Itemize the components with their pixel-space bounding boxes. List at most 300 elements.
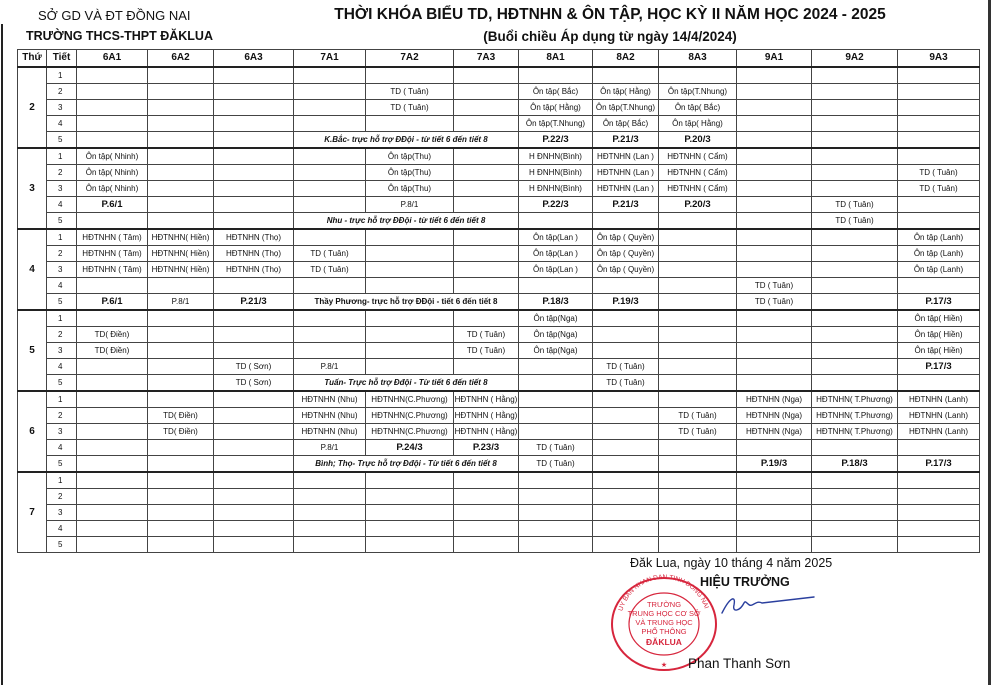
empty-cell: [148, 148, 214, 165]
empty-cell: [593, 521, 659, 537]
empty-cell: [77, 472, 148, 489]
lesson-cell: TD ( Tuân): [593, 359, 659, 375]
empty-cell: [148, 100, 214, 116]
lesson-cell: HĐTNHN ( Cẩm): [659, 181, 737, 197]
empty-cell: [366, 521, 454, 537]
lesson-cell: HĐTNHN(C.Phương): [366, 391, 454, 408]
empty-cell: [454, 505, 519, 521]
empty-cell: [659, 489, 737, 505]
empty-cell: [214, 116, 294, 132]
empty-cell: [812, 278, 898, 294]
empty-cell: [366, 359, 454, 375]
empty-cell: [593, 310, 659, 327]
empty-cell: [148, 456, 214, 473]
empty-cell: [454, 278, 519, 294]
lesson-cell: P.8/1: [294, 440, 366, 456]
empty-cell: [214, 132, 294, 149]
room-cell: P.18/3: [519, 294, 593, 311]
empty-cell: [737, 505, 812, 521]
class-header: 6A3: [214, 50, 294, 68]
empty-cell: [454, 181, 519, 197]
lesson-cell: Ôn tập( Nhinh): [77, 148, 148, 165]
empty-cell: [812, 327, 898, 343]
empty-cell: [812, 67, 898, 84]
table-row: [18, 100, 980, 116]
agency-name: SỞ GD VÀ ĐT ĐỒNG NAI: [38, 8, 191, 23]
header-row: [18, 50, 980, 68]
table-row: [18, 537, 980, 553]
lesson-cell: HĐTNHN (Lan ): [593, 181, 659, 197]
table-row: [18, 229, 980, 246]
empty-cell: [454, 537, 519, 553]
lesson-cell: Ôn tập (Lanh): [898, 262, 980, 278]
empty-cell: [593, 327, 659, 343]
period-cell: 1: [47, 148, 77, 165]
empty-cell: [214, 521, 294, 537]
empty-cell: [77, 310, 148, 327]
empty-cell: [593, 408, 659, 424]
empty-cell: [148, 310, 214, 327]
lesson-cell: H ĐNHN(Bình): [519, 181, 593, 197]
period-cell: 3: [47, 100, 77, 116]
empty-cell: [214, 148, 294, 165]
lesson-cell: Ôn tập( Hằng): [593, 84, 659, 100]
empty-cell: [294, 327, 366, 343]
period-cell: 5: [47, 537, 77, 553]
empty-cell: [659, 375, 737, 392]
lesson-cell: HĐTNHN ( Tâm): [77, 262, 148, 278]
empty-cell: [737, 343, 812, 359]
lesson-cell: Ôn tập(Thu): [366, 181, 454, 197]
empty-cell: [77, 537, 148, 553]
period-cell: 3: [47, 505, 77, 521]
lesson-cell: TD ( Tuân): [812, 213, 898, 230]
room-cell: P.19/3: [593, 294, 659, 311]
empty-cell: [593, 343, 659, 359]
empty-cell: [812, 262, 898, 278]
day-cell: 6: [18, 391, 47, 472]
lesson-cell: HĐTNHN (Thọ): [214, 229, 294, 246]
period-cell: 5: [47, 294, 77, 311]
table-row: [18, 84, 980, 100]
table-row: [18, 424, 980, 440]
lesson-cell: TD( Điền): [77, 343, 148, 359]
day-cell: 5: [18, 310, 47, 391]
empty-cell: [214, 537, 294, 553]
lesson-cell: HĐTNHN ( Tâm): [77, 229, 148, 246]
period-cell: 4: [47, 197, 77, 213]
timetable-body: [18, 67, 980, 553]
empty-cell: [214, 213, 294, 230]
empty-cell: [366, 472, 454, 489]
svg-text:TRƯỜNG: TRƯỜNG: [646, 600, 682, 609]
empty-cell: [737, 472, 812, 489]
empty-cell: [77, 213, 148, 230]
empty-cell: [812, 132, 898, 149]
empty-cell: [294, 100, 366, 116]
period-cell: 1: [47, 391, 77, 408]
table-row: [18, 294, 980, 311]
empty-cell: [593, 213, 659, 230]
period-cell: 3: [47, 181, 77, 197]
lesson-cell: HĐTNHN (Lan ): [593, 148, 659, 165]
table-row: [18, 148, 980, 165]
empty-cell: [659, 521, 737, 537]
empty-cell: [519, 424, 593, 440]
lesson-cell: Ôn tập(Lan ): [519, 229, 593, 246]
empty-cell: [148, 197, 214, 213]
empty-cell: [737, 67, 812, 84]
class-header: 8A3: [659, 50, 737, 68]
lesson-cell: H ĐNHN(Bình): [519, 148, 593, 165]
empty-cell: [148, 359, 214, 375]
empty-cell: [659, 472, 737, 489]
lesson-cell: HĐTNHN (Thọ): [214, 262, 294, 278]
period-cell: 2: [47, 84, 77, 100]
lesson-cell: Ôn tập(T.Nhung): [519, 116, 593, 132]
lesson-cell: Ôn tập(Thu): [366, 148, 454, 165]
empty-cell: [366, 246, 454, 262]
room-cell: P.6/1: [77, 197, 148, 213]
empty-cell: [77, 489, 148, 505]
empty-cell: [812, 229, 898, 246]
empty-cell: [898, 489, 980, 505]
empty-cell: [214, 84, 294, 100]
empty-cell: [519, 359, 593, 375]
empty-cell: [812, 181, 898, 197]
empty-cell: [77, 424, 148, 440]
lesson-cell: Ôn tập(Nga): [519, 327, 593, 343]
empty-cell: [294, 537, 366, 553]
empty-cell: [214, 197, 294, 213]
lesson-cell: Ôn tập( Bắc): [593, 116, 659, 132]
class-header: 7A1: [294, 50, 366, 68]
period-cell: 4: [47, 116, 77, 132]
empty-cell: [294, 67, 366, 84]
lesson-cell: TD ( Tuân): [454, 343, 519, 359]
empty-cell: [593, 424, 659, 440]
lesson-cell: Ôn tập( Bắc): [659, 100, 737, 116]
empty-cell: [366, 67, 454, 84]
class-header: 8A1: [519, 50, 593, 68]
lesson-cell: TD ( Tuân): [366, 84, 454, 100]
period-cell: 5: [47, 132, 77, 149]
lesson-cell: HĐTNHN (Lanh): [898, 408, 980, 424]
empty-cell: [214, 440, 294, 456]
class-header: 9A2: [812, 50, 898, 68]
lesson-cell: TD ( Tuân): [659, 424, 737, 440]
table-row: [18, 213, 980, 230]
empty-cell: [593, 537, 659, 553]
empty-cell: [77, 116, 148, 132]
period-cell: 5: [47, 213, 77, 230]
class-header: 9A1: [737, 50, 812, 68]
lesson-cell: TD( Điền): [148, 424, 214, 440]
lesson-cell: HĐTNHN ( Hằng): [454, 424, 519, 440]
empty-cell: [659, 67, 737, 84]
empty-cell: [812, 375, 898, 392]
empty-cell: [294, 521, 366, 537]
period-cell: 1: [47, 310, 77, 327]
empty-cell: [812, 148, 898, 165]
lesson-cell: Ôn tập( Nhinh): [77, 181, 148, 197]
empty-cell: [659, 229, 737, 246]
svg-text:ĐĂKLUA: ĐĂKLUA: [646, 637, 682, 647]
empty-cell: [898, 100, 980, 116]
empty-cell: [148, 472, 214, 489]
empty-cell: [366, 116, 454, 132]
empty-cell: [454, 489, 519, 505]
period-cell: 2: [47, 165, 77, 181]
lesson-cell: HĐTNHN (Nhu): [294, 391, 366, 408]
empty-cell: [898, 84, 980, 100]
empty-cell: [898, 213, 980, 230]
lesson-cell: Ôn tập( Bắc): [519, 84, 593, 100]
principal-title: HIỆU TRƯỞNG: [700, 575, 790, 589]
empty-cell: [214, 165, 294, 181]
lesson-cell: Ôn tập(T.Nhung): [593, 100, 659, 116]
lesson-cell: Ôn tập( Hiền): [898, 343, 980, 359]
empty-cell: [366, 327, 454, 343]
empty-cell: [737, 181, 812, 197]
class-header: 6A2: [148, 50, 214, 68]
empty-cell: [77, 84, 148, 100]
table-row: [18, 132, 980, 149]
empty-cell: [593, 440, 659, 456]
empty-cell: [148, 521, 214, 537]
room-cell: P.20/3: [659, 197, 737, 213]
room-cell: P.21/3: [593, 132, 659, 149]
empty-cell: [148, 67, 214, 84]
room-cell: P.21/3: [593, 197, 659, 213]
empty-cell: [737, 148, 812, 165]
lesson-cell: TD ( Tuân): [454, 327, 519, 343]
lesson-cell: TD ( Tuân): [898, 181, 980, 197]
empty-cell: [77, 67, 148, 84]
empty-cell: [519, 67, 593, 84]
room-cell: P.24/3: [366, 440, 454, 456]
empty-cell: [812, 521, 898, 537]
empty-cell: [77, 505, 148, 521]
empty-cell: [214, 100, 294, 116]
day-cell: 4: [18, 229, 47, 310]
class-header: 7A3: [454, 50, 519, 68]
empty-cell: [898, 505, 980, 521]
lesson-cell: HĐTNHN( Hiền): [148, 262, 214, 278]
lesson-cell: Ôn tập( Hằng): [659, 116, 737, 132]
period-cell: 4: [47, 278, 77, 294]
empty-cell: [214, 391, 294, 408]
empty-cell: [148, 343, 214, 359]
empty-cell: [366, 537, 454, 553]
period-cell: 5: [47, 456, 77, 473]
table-row: [18, 310, 980, 327]
empty-cell: [659, 537, 737, 553]
empty-cell: [366, 489, 454, 505]
empty-cell: [812, 489, 898, 505]
stamp-center-text: [628, 600, 701, 647]
lesson-cell: Ôn tập(Lan ): [519, 262, 593, 278]
empty-cell: [77, 521, 148, 537]
signing-date: Đăk Lua, ngày 10 tháng 4 năm 2025: [630, 556, 833, 570]
class-header: 6A1: [77, 50, 148, 68]
class-header: 7A2: [366, 50, 454, 68]
empty-cell: [737, 521, 812, 537]
empty-cell: [519, 408, 593, 424]
empty-cell: [898, 132, 980, 149]
svg-text:PHỔ THÔNG: PHỔ THÔNG: [641, 627, 687, 636]
svg-text:VÀ TRUNG HỌC: VÀ TRUNG HỌC: [635, 618, 693, 627]
empty-cell: [737, 116, 812, 132]
room-cell: P.18/3: [812, 456, 898, 473]
day-column-header: Thứ: [18, 50, 47, 68]
empty-cell: [812, 343, 898, 359]
period-cell: 1: [47, 229, 77, 246]
empty-cell: [737, 327, 812, 343]
room-cell: P.6/1: [77, 294, 148, 311]
table-row: [18, 246, 980, 262]
empty-cell: [519, 278, 593, 294]
empty-cell: [366, 310, 454, 327]
empty-cell: [812, 472, 898, 489]
empty-cell: [366, 505, 454, 521]
empty-cell: [294, 489, 366, 505]
empty-cell: [77, 375, 148, 392]
table-row: [18, 262, 980, 278]
empty-cell: [214, 472, 294, 489]
lesson-cell: Ôn tập(T.Nhung): [659, 84, 737, 100]
empty-cell: [214, 327, 294, 343]
empty-cell: [294, 505, 366, 521]
empty-cell: [659, 327, 737, 343]
empty-cell: [148, 165, 214, 181]
lesson-cell: TD( Điền): [148, 408, 214, 424]
empty-cell: [148, 489, 214, 505]
room-cell: P.22/3: [519, 132, 593, 149]
stamp-ring-text: UY BAN NHAN DAN TINH DONG NAI: [617, 573, 710, 612]
empty-cell: [593, 67, 659, 84]
empty-cell: [737, 213, 812, 230]
empty-cell: [898, 375, 980, 392]
empty-cell: [454, 472, 519, 489]
lesson-cell: Ôn tập (Lanh): [898, 229, 980, 246]
lesson-cell: HĐTNHN (Thọ): [214, 246, 294, 262]
empty-cell: [214, 456, 294, 473]
lesson-cell: P.8/1: [366, 197, 454, 213]
lesson-cell: Ôn tập(Nga): [519, 343, 593, 359]
empty-cell: [737, 375, 812, 392]
period-cell: 4: [47, 359, 77, 375]
table-row: [18, 359, 980, 375]
empty-cell: [77, 100, 148, 116]
empty-cell: [519, 375, 593, 392]
empty-cell: [148, 213, 214, 230]
class-header: 8A2: [593, 50, 659, 68]
empty-cell: [659, 343, 737, 359]
empty-cell: [214, 408, 294, 424]
principal-name: Phan Thanh Sơn: [688, 656, 791, 671]
empty-cell: [737, 100, 812, 116]
empty-cell: [148, 84, 214, 100]
lesson-cell: HĐTNHN(C.Phương): [366, 408, 454, 424]
table-row: [18, 408, 980, 424]
empty-cell: [454, 84, 519, 100]
day-cell: 2: [18, 67, 47, 148]
empty-cell: [659, 391, 737, 408]
empty-cell: [737, 246, 812, 262]
empty-cell: [519, 213, 593, 230]
empty-cell: [214, 424, 294, 440]
lesson-cell: HĐTNHN( T.Phương): [812, 391, 898, 408]
empty-cell: [366, 262, 454, 278]
empty-cell: [294, 84, 366, 100]
table-row: [18, 327, 980, 343]
lesson-cell: TD ( Tuân): [737, 294, 812, 311]
empty-cell: [454, 229, 519, 246]
lesson-cell: HĐTNHN( T.Phương): [812, 424, 898, 440]
empty-cell: [148, 537, 214, 553]
lesson-cell: Ôn tập ( Quyền): [593, 262, 659, 278]
lesson-cell: HĐTNHN ( Hằng): [454, 391, 519, 408]
empty-cell: [294, 165, 366, 181]
empty-cell: [812, 359, 898, 375]
lesson-cell: Ôn tập(Lan ): [519, 246, 593, 262]
empty-cell: [77, 359, 148, 375]
lesson-cell: HĐTNHN (Lanh): [898, 391, 980, 408]
period-cell: 2: [47, 246, 77, 262]
lesson-cell: HĐTNHN( Hiền): [148, 229, 214, 246]
empty-cell: [659, 262, 737, 278]
empty-cell: [812, 440, 898, 456]
lesson-cell: HĐTNHN ( Cẩm): [659, 148, 737, 165]
lesson-cell: Ôn tập( Nhinh): [77, 165, 148, 181]
period-cell: 3: [47, 262, 77, 278]
empty-cell: [77, 440, 148, 456]
period-cell: 1: [47, 472, 77, 489]
lesson-cell: HĐTNHN ( Cẩm): [659, 165, 737, 181]
empty-cell: [812, 165, 898, 181]
empty-cell: [366, 343, 454, 359]
room-cell: P.22/3: [519, 197, 593, 213]
lesson-cell: TD ( Tuân): [366, 100, 454, 116]
lesson-cell: HĐTNHN ( Hằng): [454, 408, 519, 424]
period-cell: 2: [47, 408, 77, 424]
empty-cell: [737, 165, 812, 181]
empty-cell: [737, 197, 812, 213]
empty-cell: [454, 359, 519, 375]
lesson-cell: TD( Điền): [77, 327, 148, 343]
lesson-cell: HĐTNHN( Hiền): [148, 246, 214, 262]
lesson-cell: TD ( Tuân): [898, 165, 980, 181]
empty-cell: [77, 456, 148, 473]
empty-cell: [519, 472, 593, 489]
empty-cell: [454, 262, 519, 278]
lesson-cell: P.8/1: [294, 359, 366, 375]
empty-cell: [737, 489, 812, 505]
room-cell: P.20/3: [659, 132, 737, 149]
empty-cell: [454, 67, 519, 84]
document-title: THỜI KHÓA BIỂU TD, HĐTNHN & ÔN TẬP, HỌC KỲ II NĂM HỌC 2024 - 2025: [334, 6, 886, 23]
period-cell: 1: [47, 67, 77, 84]
lesson-cell: HĐTNHN (Nga): [737, 424, 812, 440]
empty-cell: [659, 278, 737, 294]
empty-cell: [454, 100, 519, 116]
empty-cell: [454, 148, 519, 165]
empty-cell: [294, 278, 366, 294]
table-row: [18, 391, 980, 408]
empty-cell: [593, 278, 659, 294]
table-row: [18, 343, 980, 359]
